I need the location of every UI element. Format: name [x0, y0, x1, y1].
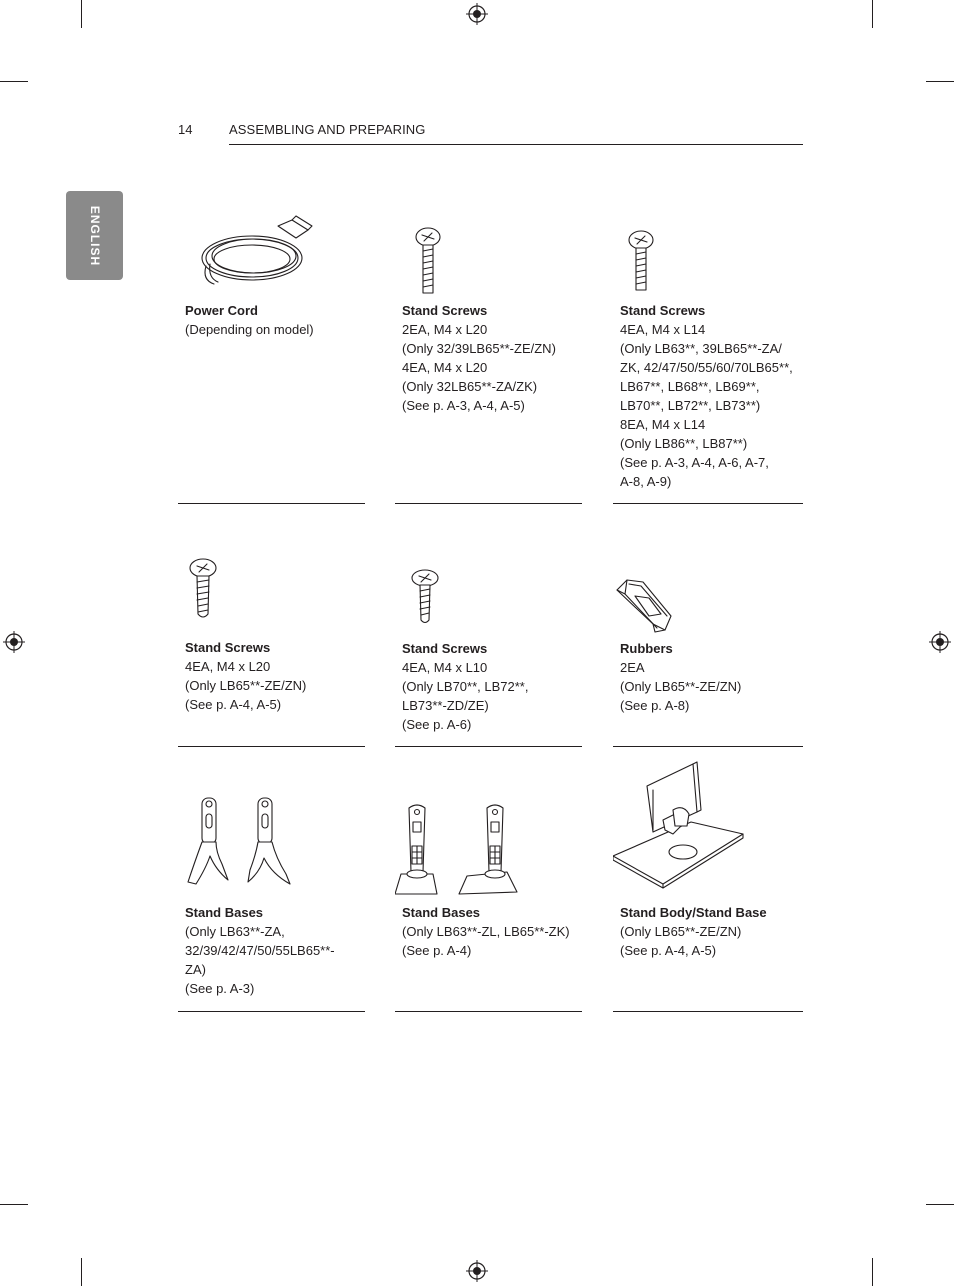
screw-icon [188, 558, 218, 620]
item-stand-screws [395, 550, 585, 748]
item-detail: (Only 32LB65**-ZA/ZK) [402, 379, 538, 394]
language-tab [66, 191, 123, 280]
screw-icon [626, 230, 656, 294]
item-divider [395, 746, 582, 747]
crop-mark [81, 0, 82, 28]
crop-mark [926, 1204, 954, 1205]
stand-bases-icon [395, 802, 521, 896]
item-divider [613, 503, 803, 504]
registration-mark-icon [466, 3, 488, 25]
item-detail: 4EA, M4 x L20 [402, 360, 488, 375]
item-detail: 2EA [620, 660, 645, 675]
item-stand-screws [178, 550, 368, 748]
registration-mark-icon [929, 631, 951, 653]
item-detail: (See p. A-3, A-4, A-5) [402, 398, 525, 413]
item-stand-screws [395, 200, 585, 505]
item-detail: 4EA, M4 x L10 [402, 660, 488, 675]
item-detail: (Only LB65**-ZE/ZN) [185, 678, 307, 693]
item-detail: (See p. A-4) [402, 943, 472, 958]
item-detail: LB73**-ZD/ZE) [402, 698, 489, 713]
item-title: Stand Screws [402, 303, 488, 318]
item-detail: (Only LB86**, LB87**) [620, 436, 748, 451]
item-divider [395, 503, 582, 504]
power-cord-icon [200, 212, 320, 292]
item-detail: 2EA, M4 x L20 [402, 322, 488, 337]
crop-mark [0, 1204, 28, 1205]
item-stand-body-base [613, 760, 808, 1013]
stand-bases-icon [186, 794, 298, 888]
item-divider [613, 746, 803, 747]
item-detail: (See p. A-6) [402, 717, 472, 732]
crop-mark [0, 81, 28, 82]
rubber-icon [613, 576, 677, 634]
item-detail: (Depending on model) [185, 322, 314, 337]
item-detail: (See p. A-3, A-4, A-6, A-7, [620, 455, 769, 470]
item-detail: 4EA, M4 x L14 [620, 322, 706, 337]
stand-body-icon [613, 760, 745, 890]
crop-mark [872, 0, 873, 28]
item-detail: (See p. A-3) [185, 981, 255, 996]
language-tab-label: ENGLISH [87, 205, 102, 266]
registration-mark-icon [466, 1260, 488, 1282]
item-detail: (See p. A-4, A-5) [620, 943, 717, 958]
registration-mark-icon [3, 631, 25, 653]
item-divider [178, 746, 365, 747]
item-divider [395, 1011, 582, 1012]
header-divider [229, 144, 803, 145]
item-stand-bases [395, 790, 585, 1013]
item-rubbers [613, 550, 808, 748]
item-detail: A-8, A-9) [620, 474, 672, 489]
item-title: Rubbers [620, 641, 673, 656]
crop-mark [926, 81, 954, 82]
item-detail: LB67**, LB68**, LB69**, [620, 379, 760, 394]
item-title: Stand Bases [185, 905, 264, 920]
item-detail: ZA) [185, 962, 206, 977]
item-stand-bases [178, 790, 368, 1013]
item-detail: (Only LB63**-ZA, [185, 924, 285, 939]
item-title: Stand Body/Stand Base [620, 905, 767, 920]
item-title: Stand Bases [402, 905, 481, 920]
item-detail: 8EA, M4 x L14 [620, 417, 706, 432]
section-title: ASSEMBLING AND PREPARING [229, 122, 426, 137]
item-detail: (See p. A-8) [620, 698, 690, 713]
item-detail: (Only LB70**, LB72**, [402, 679, 529, 694]
item-detail: (Only LB63**-ZL, LB65**-ZK) [402, 924, 570, 939]
item-detail: (Only LB65**-ZE/ZN) [620, 679, 742, 694]
crop-mark [872, 1258, 873, 1286]
item-detail: 4EA, M4 x L20 [185, 659, 271, 674]
item-divider [178, 1011, 365, 1012]
item-title: Stand Screws [620, 303, 706, 318]
item-divider [613, 1011, 803, 1012]
item-detail: (Only 32/39LB65**-ZE/ZN) [402, 341, 556, 356]
item-detail: (See p. A-4, A-5) [185, 697, 282, 712]
item-title: Power Cord [185, 303, 258, 318]
item-detail: 32/39/42/47/50/55LB65**- [185, 943, 335, 958]
item-power-cord [178, 200, 368, 505]
item-divider [178, 503, 365, 504]
item-detail: LB70**, LB72**, LB73**) [620, 398, 761, 413]
item-title: Stand Screws [185, 640, 271, 655]
page-number: 14 [178, 122, 193, 137]
screw-icon [413, 227, 443, 295]
item-detail: (Only LB63**, 39LB65**-ZA/ [620, 341, 782, 356]
item-title: Stand Screws [402, 641, 488, 656]
item-detail: (Only LB65**-ZE/ZN) [620, 924, 742, 939]
crop-mark [81, 1258, 82, 1286]
screw-icon [410, 568, 440, 626]
item-detail: ZK, 42/47/50/55/60/70LB65**, [620, 360, 793, 375]
item-stand-screws [613, 200, 808, 505]
